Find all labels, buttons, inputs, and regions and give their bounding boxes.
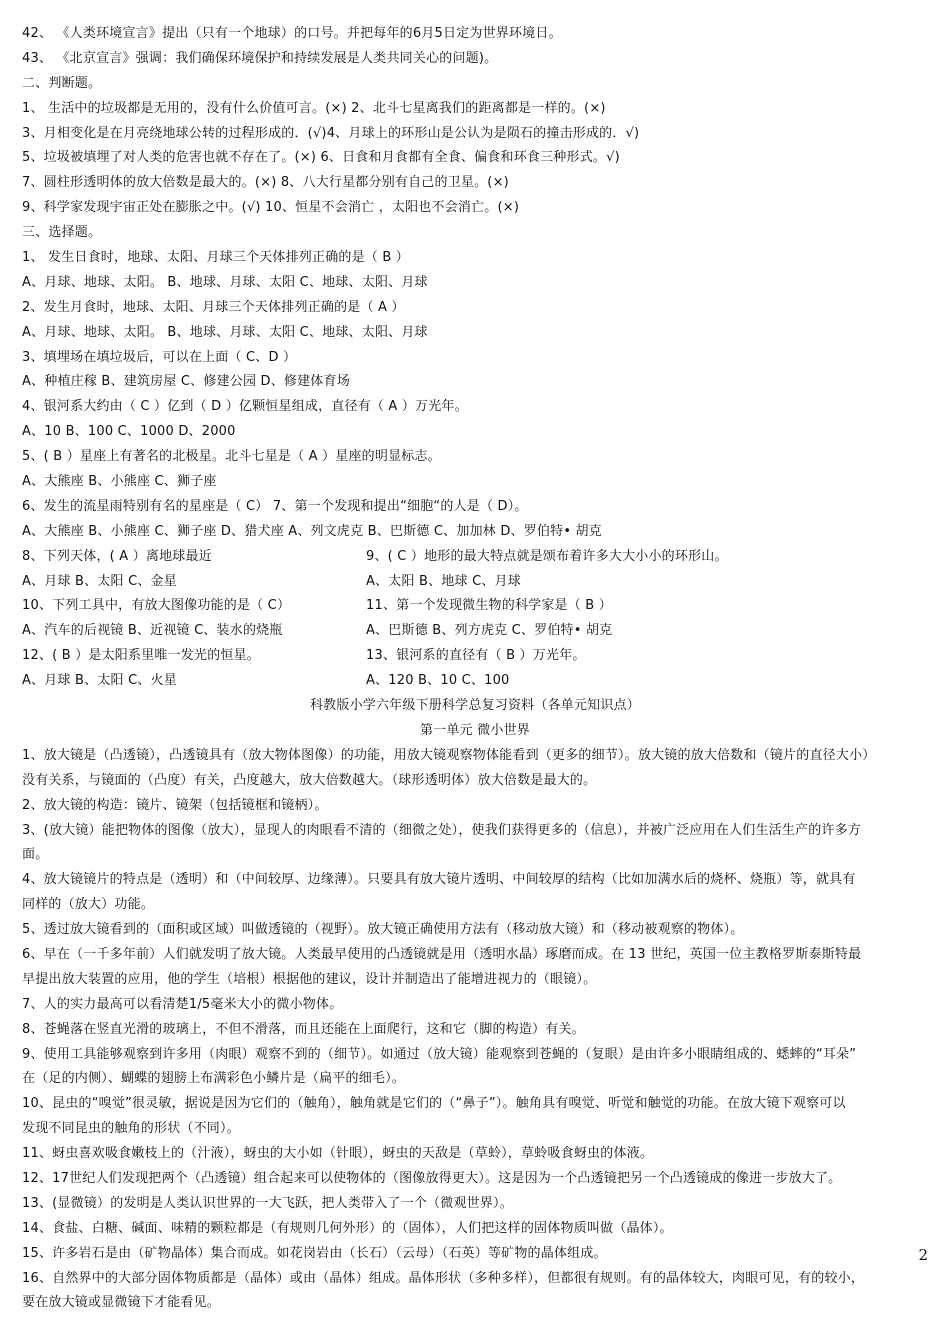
text-line: 5、垃圾被填埋了对人类的危害也就不存在了。(×) 6、日食和月食都有全食、偏食和环食三种形式。√) (22, 150, 620, 166)
unit-knowledge-points (22, 744, 928, 1316)
text-line: 3、月相变化是在月亮绕地球公转的过程形成的．(√)4、月球上的环形山是公认为是陨石的撞击形成的．√) (22, 125, 640, 141)
knowledge-line: 12、17世纪人们发现把两个（凸透镜）组合起来可以使物体的（图像放得更大）。这是因为一个凸透镜把另一个凸透镜成的像进一步放大了。 (22, 1170, 842, 1186)
knowledge-line: 早提出放大装置的应用，他的学生（培根）根据他的建议，设计并制造出了能增进视力的（眼镜）。 (22, 971, 597, 987)
question-row (22, 545, 928, 570)
knowledge-line: 6、早在（一千多年前）人们就发明了放大镜。人类最早使用的凸透镜就是用（透明水晶）琢磨而成。在 13 世纪，英国一位主教格罗斯泰斯特最 (22, 946, 862, 962)
knowledge-line: 9、使用工具能够观察到许多用（肉眼）观察不到的（细节）。如通过（放大镜）能观察到苍蝇的（复眼）是由许多小眼睛组成的、蟋蟀的“耳朵” (22, 1046, 857, 1062)
knowledge-line: 同样的（放大）功能。 (22, 897, 155, 913)
unit-title: 第一单元 微小世界 (420, 722, 530, 738)
text-line: A、月球、地球、太阳。 B、地球、月球、太阳 C、地球、太阳、月球 (22, 324, 428, 340)
knowledge-line: 5、透过放大镜看到的（面积或区域）叫做透镜的（视野）。放大镜正确使用方法有（移动放大镜）和（移动被观察的物体）。 (22, 922, 744, 938)
knowledge-line: 4、放大镜镜片的特点是（透明）和（中间较厚、边缘薄）。只要具有放大镜片透明、中间较厚的结构（比如加满水后的烧杯、烧瓶）等，就具有 (22, 872, 856, 888)
text-line: 9、科学家发现宇宙正处在膨胀之中。(√) 10、恒星不会消亡 ，太阳也不会消亡。(×) (22, 200, 520, 216)
knowledge-line: 发现不同昆虫的触角的形状（不同）。 (22, 1121, 240, 1137)
question-row (22, 594, 928, 619)
knowledge-line: 3、(放大镜）能把物体的图像（放大），显现人的肉眼看不清的（细微之处），使我们获得更多的（信息），并被广泛应用在人们生活生产的许多方 (22, 822, 862, 838)
text-line: 4、银河系大约由（ C ）亿到（ D ）亿颗恒星组成，直径有（ A ）万光年。 (22, 399, 468, 415)
right-question: 11、第一个发现微生物的科学家是（ B ） (366, 598, 612, 614)
question-row (22, 619, 928, 644)
knowledge-line: 1、放大镜是（凸透镜），凸透镜具有（放大物体图像）的功能，用放大镜观察物体能看到（更多的细节）。放大镜的放大倍数和（镜片的直径大小） (22, 747, 876, 763)
knowledge-line: 7、人的实力最高可以看清楚1/5毫米大小的微小物体。 (22, 996, 343, 1012)
left-question: 12、( B ）是太阳系里唯一发光的恒星。 (22, 648, 260, 664)
right-question: A、120 B、10 C、100 (366, 673, 510, 689)
text-line: A、10 B、100 C、1000 D、2000 (22, 424, 236, 440)
right-question: 9、( C ）地形的最大特点就是颂布着许多大大小小的环形山。 (366, 548, 728, 564)
text-line: 2、发生月食时，地球、太阳、月球三个天体排列正确的是（ A ） (22, 299, 405, 315)
question-row (22, 570, 928, 595)
page-number: 2 (918, 1246, 928, 1264)
right-question: 13、银河系的直径有（ B ）万光年。 (366, 648, 586, 664)
right-question: A、巴斯德 B、列方虎克 C、罗伯特• 胡克 (366, 623, 613, 639)
text-line: 1、 生活中的垃圾都是无用的，没有什么价值可言。(×) 2、北斗七星离我们的距离都是一样的。(×) (22, 100, 606, 116)
knowledge-line: 要在放大镜或显微镜下才能看见。 (22, 1295, 221, 1311)
text-line: 42、 《人类环境宣言》提出（只有一个地球）的口号。并把每年的6月5日定为世界环境日。 (22, 26, 562, 41)
right-question: A、太阳 B、地球 C、月球 (366, 573, 521, 589)
left-question: 10、下列工具中，有放大图像功能的是（ C） (22, 598, 291, 614)
left-question: 8、下列天体，( A ）离地球最近 (22, 548, 212, 564)
knowledge-line: 10、昆虫的“嗅觉”很灵敏，据说是因为它们的（触角），触角就是它们的（“鼻子”）。触角具有嗅觉、听觉和触觉的功能。在放大镜下观察可以 (22, 1096, 846, 1112)
text-line: 1、 发生日食时，地球、太阳、月球三个天体排列正确的是（ B ） (22, 250, 409, 266)
text-line: 43、 《北京宣言》强调：我们确保环境保护和持续发展是人类共同关心的问题)。 (22, 50, 498, 66)
knowledge-line: 14、食盐、白糖、碱面、味精的颗粒都是（有规则几何外形）的（固体），人们把这样的固体物质叫做（晶体）。 (22, 1220, 673, 1236)
left-question: A、月球 B、太阳 C、金星 (22, 573, 177, 589)
text-line: 5、( B ）星座上有著名的北极星。北斗七星是（ A ）星座的明显标志。 (22, 449, 441, 465)
knowledge-line: 在（足的内侧）、蝴蝶的翅膀上布满彩色小鳞片是（扁平的细毛）。 (22, 1071, 406, 1087)
text-line: A、种植庄稼 B、建筑房屋 C、修建公园 D、修建体育场 (22, 374, 350, 390)
knowledge-line: 2、放大镜的构造：镜片、镜架（包括镜框和镜柄）。 (22, 797, 328, 813)
knowledge-line: 面。 (22, 847, 49, 863)
knowledge-line: 15、许多岩石是由（矿物晶体）集合而成。如花岗岩由（长石）（云母）（石英）等矿物的晶体组成。 (22, 1245, 607, 1261)
text-line: 6、发生的流星雨特别有名的星座是（ C） 7、第一个发现和提出“细胞“的人是（ D）。 (22, 498, 528, 514)
question-row (22, 644, 928, 669)
two-column-questions (22, 545, 928, 694)
text-line: 3、填埋场在填垃圾后，可以在上面（ C、D ） (22, 349, 297, 365)
left-question: A、月球 B、太阳 C、火星 (22, 673, 177, 689)
left-question: A、汽车的后视镜 B、近视镜 C、装水的烧瓶 (22, 623, 283, 639)
text-line: 7、圆柱形透明体的放大倍数是最大的。(×) 8、八大行星都分别有自己的卫星。(×) (22, 175, 509, 191)
document-page (22, 22, 928, 1316)
knowledge-line: 8、苍蝇落在竖直光滑的玻璃上，不但不滑落，而且还能在上面爬行，这和它（脚的构造）有关。 (22, 1021, 585, 1037)
knowledge-line: 11、蚜虫喜欢吸食嫩枝上的（汁液），蚜虫的大小如（针眼），蚜虫的天敌是（草蛉），草蛉吸食蚜虫的体液。 (22, 1146, 654, 1162)
text-line: 二、判断题。 (22, 75, 102, 91)
text-line: 三、选择题。 (22, 225, 102, 241)
text-line: A、大熊座 B、小熊座 C、狮子座 D、猎犬座 A、列文虎克 B、巴斯德 C、加加林 D、罗伯特• 胡克 (22, 523, 602, 539)
text-line: A、大熊座 B、小熊座 C、狮子座 (22, 474, 217, 490)
section-title: 科教版小学六年级下册科学总复习资料（各单元知识点） (309, 698, 640, 714)
question-row (22, 669, 928, 694)
knowledge-line: 13、(显微镜）的发明是人类认识世界的一大飞跃，把人类带入了一个（微观世界）。 (22, 1195, 513, 1211)
review-items (22, 22, 928, 545)
knowledge-line: 16、自然界中的大部分固体物质都是（晶体）或由（晶体）组成。晶体形状（多种多样），但都很有规则。有的晶体较大，肉眼可见，有的较小， (22, 1270, 865, 1286)
text-line: A、月球、地球、太阳。 B、地球、月球、太阳 C、地球、太阳、月球 (22, 274, 428, 290)
knowledge-line: 没有关系，与镜面的（凸度）有关，凸度越大，放大倍数越大。（球形透明体）放大倍数是最大的。 (22, 772, 597, 788)
